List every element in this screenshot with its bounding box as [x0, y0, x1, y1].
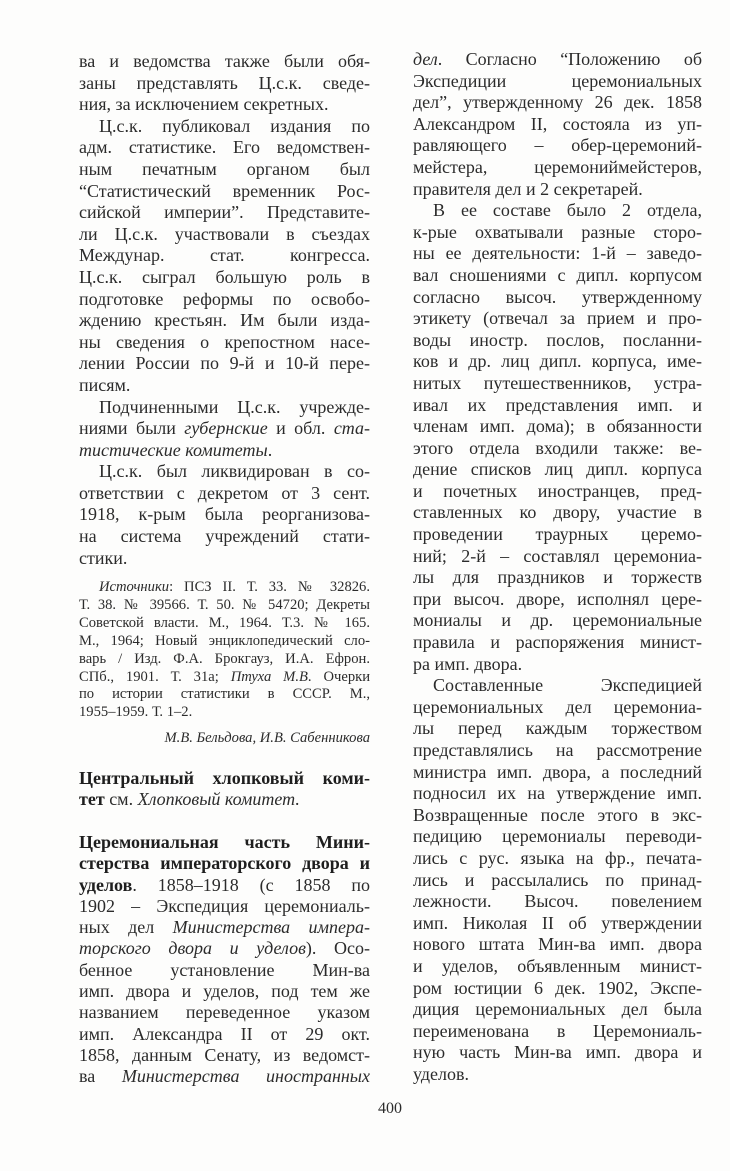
- text-line: воды иностр. послов, посланни-: [413, 329, 702, 350]
- text-line: ны сведения о крепостном насе-: [79, 331, 370, 352]
- text-line: к-рые охватывали разные сторо-: [413, 221, 702, 242]
- bold-term: Центральный хлопковый коми-: [79, 768, 370, 788]
- text-line: этикету (отвечал за прием и про-: [413, 308, 702, 329]
- text-segment: .: [267, 439, 273, 460]
- text-line: [79, 938, 370, 959]
- text-line: на система учреждений стати-: [79, 526, 370, 547]
- paragraph: [79, 579, 370, 722]
- text-line: ний; 2-й – составлял церемониа-: [413, 545, 702, 566]
- text-line: Подчиненными Ц.с.к. учрежде-: [99, 396, 370, 417]
- text-line: Ц.с.к. публиковал издания по: [99, 115, 370, 136]
- italic-text: дел: [413, 49, 438, 69]
- text-line: подносил их на утверждение имп.: [413, 783, 702, 804]
- text-line: лении России по 9-й и 10-й пере-: [79, 353, 370, 374]
- text-line: ков и др. лиц дипл. корпуса, име-: [413, 351, 702, 372]
- text-line: нового штата Мин-ва имп. двора: [413, 934, 702, 955]
- text-line: 1918, к-рым была реорганизова-: [79, 504, 370, 525]
- text-segment: . Согласно “Положению об: [437, 49, 702, 69]
- paragraph: [79, 768, 370, 811]
- text-segment: . 1858–1918 (с 1858 по: [132, 874, 370, 895]
- bold-term: тет: [79, 789, 105, 810]
- text-line: “Статистический временник Рос-: [79, 180, 370, 201]
- paragraph: [79, 51, 370, 116]
- text-line: стики.: [79, 547, 128, 568]
- text-line: имп. Николая II об утверждении: [413, 912, 702, 933]
- author-signature: [79, 729, 370, 747]
- text-line: этого отдела входили также: ве-: [413, 437, 702, 458]
- text-line: заны представлять Ц.с.к. сведе-: [79, 72, 370, 93]
- text-line: писям.: [79, 374, 131, 395]
- text-line: варь / Изд. Ф.А. Брокгауз, И.А. Ефрон.: [79, 650, 370, 667]
- text-line: Составленные Экспедицией: [433, 675, 702, 696]
- text-line: Ц.с.к. был ликвидирован в со-: [99, 461, 370, 482]
- italic-text: губернские: [184, 418, 268, 439]
- text-line: ответствии с декретом от 3 сент.: [79, 482, 370, 503]
- text-line: [79, 729, 370, 747]
- text-line: проведении траурных церемо-: [413, 524, 702, 545]
- text-line: Ц.с.к. сыграл большую роль в: [79, 266, 370, 287]
- text-segment: ). Осо-: [305, 938, 370, 959]
- text-segment: см.: [104, 789, 138, 810]
- text-line: правила и распоряжения минист-: [413, 632, 702, 653]
- text-line: ждению крестьян. Им были изда-: [79, 310, 370, 331]
- text-line: [79, 853, 370, 874]
- text-line: равляющего – обер-церемоний-: [413, 135, 702, 156]
- entry-ceremonial-department: [79, 832, 370, 1088]
- text-line: лись и рассылались по принад-: [413, 869, 702, 890]
- sources-list: [79, 579, 370, 722]
- text-line: ва и ведомства также были обя-: [79, 51, 370, 71]
- text-line: ния, за исключением секретных.: [79, 94, 329, 115]
- text-line: [79, 789, 370, 810]
- text-line: и почетных иностранцев, пред-: [413, 480, 702, 501]
- paragraph: [79, 397, 370, 462]
- entry-central-cotton-committee: [79, 768, 370, 811]
- text-line: при высоч. дворе, исполнял цере-: [413, 588, 702, 609]
- text-line: педицию церемониалы переводи-: [413, 826, 702, 847]
- text-line: [79, 440, 370, 462]
- text-line: [79, 669, 370, 687]
- text-line: представлялись на рассмотрение: [413, 740, 702, 760]
- italic-text: М.В. Бельдова, И.В. Сабенникова: [164, 730, 370, 746]
- text-line: ли Ц.с.к. участвовали в съездах: [79, 223, 370, 244]
- text-segment: ва: [79, 1066, 122, 1087]
- text-line: 1858, данным Сенату, из ведомст-: [79, 1044, 370, 1065]
- text-line: мониалы и др. церемониальные: [413, 610, 702, 631]
- italic-text: Птуха М.В: [230, 668, 308, 685]
- text-line: подготовке реформы по освобо-: [79, 288, 370, 309]
- text-line: Александром II, состояла из уп-: [413, 113, 702, 134]
- page-number: 400: [378, 1100, 402, 1117]
- text-line: [79, 875, 370, 896]
- text-line: ставленных ко двору, участие в: [413, 502, 702, 523]
- text-line: лежности. Высоч. повелением: [413, 891, 702, 912]
- right-column-text: [413, 49, 702, 1086]
- text-line: сийской империи”. Представите-: [79, 202, 370, 223]
- text-line: М., 1964; Новый энциклопедический сло-: [79, 632, 370, 649]
- text-line: [79, 832, 370, 853]
- italic-text: Хлопковый комитет.: [137, 789, 300, 810]
- bold-term: Церемониальная часть Мини-: [79, 832, 370, 852]
- paragraph: [79, 116, 370, 397]
- text-line: [79, 917, 370, 938]
- text-segment: : ПСЗ II. Т. 33. № 32826.: [169, 579, 370, 595]
- text-line: нитых путешественников, устра-: [413, 372, 702, 393]
- text-line: 1902 – Экспедиция церемониаль-: [79, 895, 370, 916]
- text-line: [79, 768, 370, 789]
- text-line: имп. Александра II от 29 окт.: [79, 1023, 370, 1044]
- text-line: Экспедиции церемониальных: [413, 70, 702, 91]
- text-line: В ее составе было 2 отдела,: [433, 200, 702, 221]
- text-line: уделов.: [413, 1063, 469, 1084]
- text-line: переименована в Церемониаль-: [413, 1020, 702, 1041]
- text-line: Возвращенные после этого в экс-: [413, 804, 702, 825]
- paragraph: [413, 200, 702, 675]
- text-line: вал сношениями с дипл. корпусом: [413, 264, 702, 285]
- bold-term: стерства императорского двора и: [79, 853, 370, 874]
- italic-text: Министерства импера-: [172, 917, 370, 938]
- text-line: ны ее деятельности: 1-й – заведо-: [413, 243, 702, 264]
- left-column-text: [79, 51, 370, 569]
- text-line: названием переведенное указом: [79, 1002, 370, 1023]
- italic-text: Источники: [99, 579, 170, 595]
- italic-text: тистические комитеты: [79, 439, 268, 460]
- paragraph: [79, 461, 370, 569]
- paragraph: [79, 832, 370, 1088]
- italic-text: торского двора и уделов: [79, 938, 306, 959]
- text-line: и уделов, объявленным минист-: [413, 955, 702, 976]
- text-line: [79, 579, 370, 597]
- text-line: ную часть Мин-ва имп. двора и: [413, 1042, 702, 1063]
- text-line: Т. 38. № 39566. Т. 50. № 54720; Декреты: [79, 596, 370, 613]
- text-line: [79, 418, 370, 440]
- text-segment: ниями были: [79, 418, 185, 439]
- text-line: [413, 49, 702, 71]
- text-line: дение списков лиц дипл. корпуса: [413, 459, 702, 480]
- text-segment: . Очерки: [307, 668, 371, 685]
- text-line: ром юстиции 6 дек. 1902, Экспе-: [413, 977, 702, 998]
- text-line: лись с рус. языка на фр., печата-: [413, 847, 702, 868]
- text-line: ивал их представления имп. и: [413, 394, 702, 415]
- text-line: лы для праздников и торжеств: [413, 567, 702, 588]
- text-segment: ных дел: [79, 917, 173, 938]
- text-line: [79, 1066, 370, 1087]
- text-line: 1955–1959. Т. 1–2.: [79, 704, 193, 721]
- text-line: церемониальных дел церемониа-: [413, 696, 702, 717]
- text-line: адм. статистике. Его ведомствен-: [79, 137, 370, 158]
- text-line: диция церемониальных дел была: [413, 999, 702, 1020]
- text-line: дел”, утвержденному 26 дек. 1858: [413, 92, 702, 113]
- italic-text: Министерства иностранных: [121, 1066, 370, 1087]
- text-line: лы перед каждым торжеством: [413, 718, 702, 739]
- text-line: ным печатным органом был: [79, 158, 370, 179]
- text-line: мейстера, церемониймейстеров,: [413, 156, 702, 177]
- italic-text: ста-: [333, 418, 371, 439]
- text-line: бенное установление Мин-ва: [79, 959, 370, 980]
- bold-term: уделов: [79, 874, 133, 895]
- text-line: согласно высоч. утвержденному: [413, 286, 702, 307]
- text-line: Междунар. стат. конгресса.: [79, 245, 370, 266]
- text-segment: СПб., 1901. Т. 31а;: [79, 668, 231, 685]
- text-line: ра имп. двора.: [413, 653, 523, 674]
- paragraph: [79, 729, 370, 747]
- text-line: министра имп. двора, а последний: [413, 761, 702, 782]
- text-line: членам имп. дома); в обязанности: [413, 416, 702, 437]
- text-line: правителя дел и 2 секретарей.: [413, 178, 643, 199]
- text-line: Советской власти. М., 1964. Т.3. № 165.: [79, 614, 370, 631]
- paragraph: [413, 675, 702, 1085]
- text-segment: и обл.: [267, 418, 334, 439]
- paragraph: [413, 49, 702, 200]
- text-line: имп. двора и уделов, под тем же: [79, 981, 370, 1002]
- text-line: по истории статистики в СССР. М.,: [79, 686, 370, 703]
